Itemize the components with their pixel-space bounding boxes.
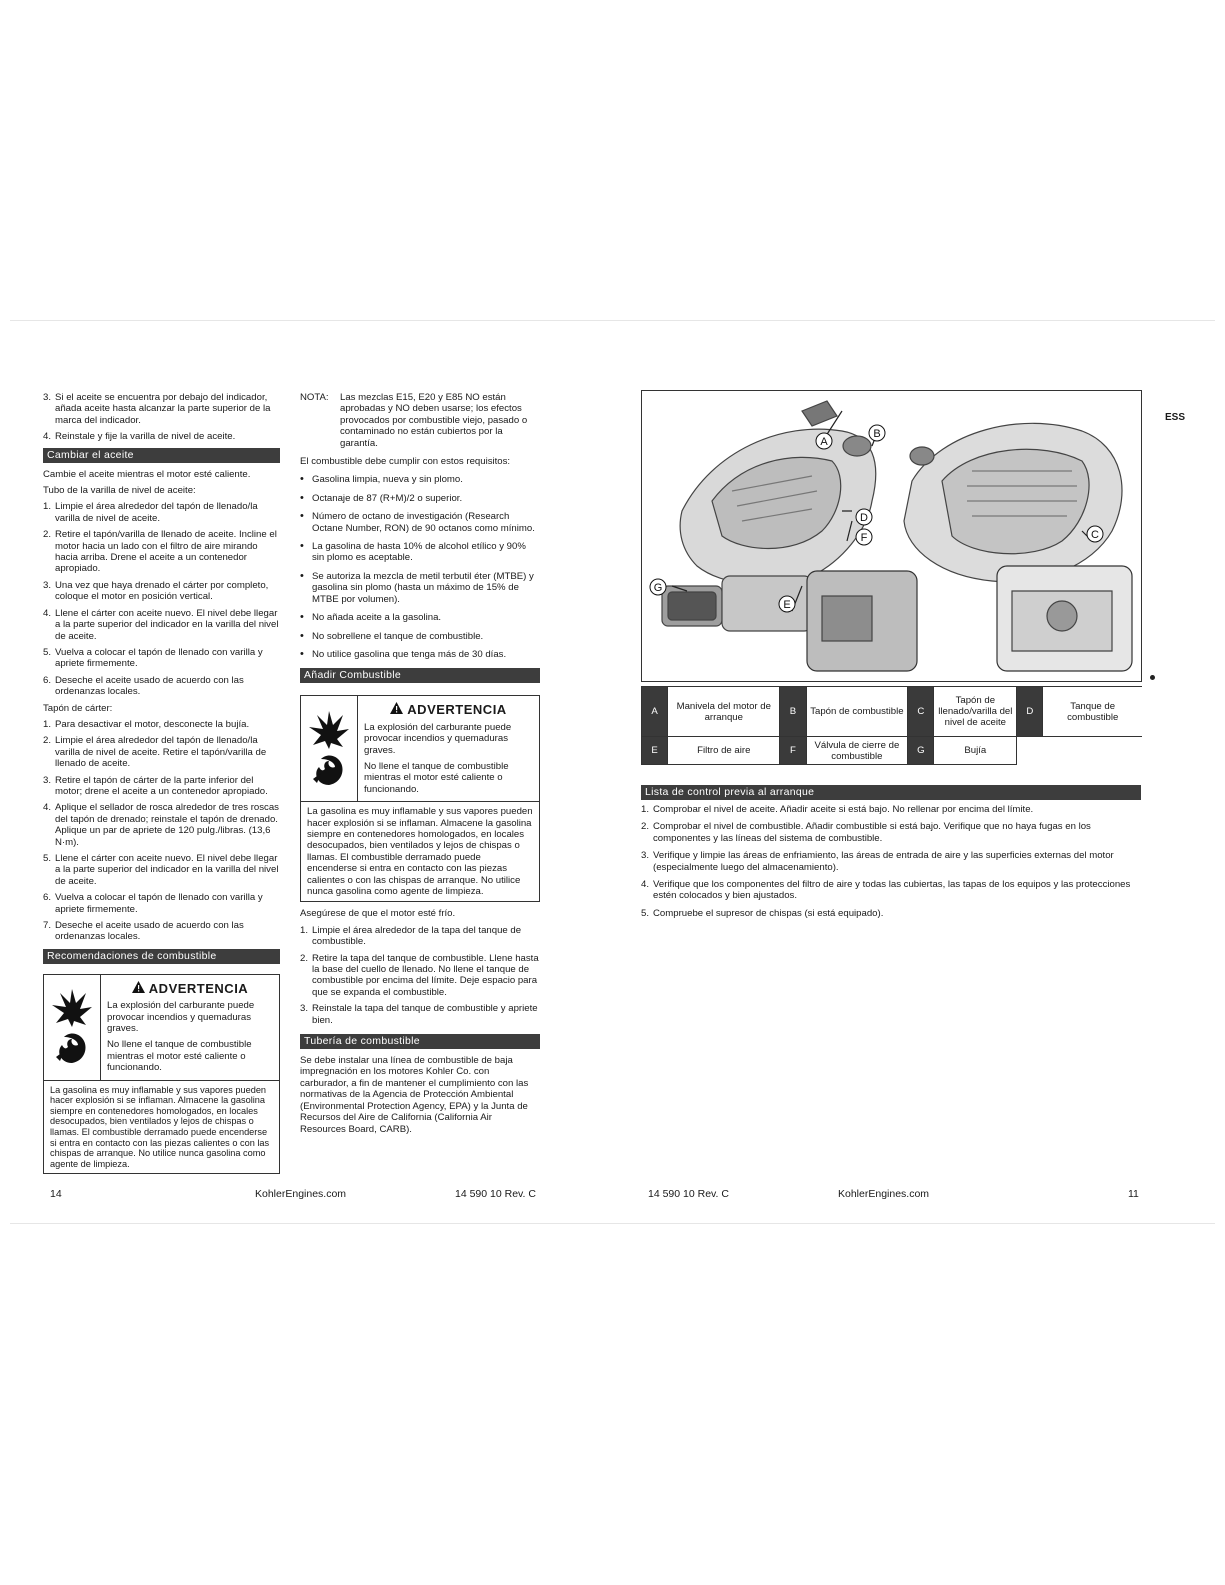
list-item: 3. Si el aceite se encuentra por debajo del indicador, añada aceite hasta alcanzar la parte superior de la marca del indicador. (43, 392, 271, 426)
paragraph: El combustible debe cumplir con estos requisitos: (300, 456, 511, 468)
list-item: 2. Retire la tapa del tanque de combustible. Llene hasta la base del cuello de llenado. No llene el tanque de combustible por encima del límite. Deje espacio para que se expanda el combustible. (300, 952, 539, 998)
legend-key: D (1017, 687, 1043, 737)
warning-footnote: La gasolina es muy inflamable y sus vapores pueden hacer explosión si se inflaman. Almacene la gasolina siempre en contenedores homologados, en locales desocupados, bien ventilados y lejos de chispas o llamas. El combustible derramado puede encenderse si entra en contacto con las piezas calientes o con las chispas de arranque. No utilice nunca gasolina como agente de limpieza. (50, 1084, 270, 1169)
list-item: 1. Limpie el área alrededor de la tapa del tanque de combustible. (300, 924, 522, 948)
legend-label: Válvula de cierre de combustible (806, 737, 908, 765)
legend-label: Filtro de aire (668, 737, 780, 765)
list-item: 3. Verifique y limpie las áreas de enfriamiento, las áreas de entrada de aire y las superficies externas del motor (especialmente luego del almacenamiento). (641, 850, 1114, 873)
footer-doc-number: 14 590 10 Rev. C (648, 1188, 729, 1200)
warning-title: ADVERTENCIA (148, 980, 249, 996)
paragraph: Tubo de la varilla de nivel de aceite: (43, 485, 196, 497)
paragraph: Cambie el aceite mientras el motor esté caliente. (43, 468, 251, 480)
list-item: 1. Para desactivar el motor, desconecte la bujía. (43, 718, 250, 730)
warning-footnote: La gasolina es muy inflamable y sus vapores pueden hacer explosión si se inflaman. Almacene la gasolina siempre en contenedores homologados, en locales desocupados, bien ventilados y lejos de chispas o llamas. El combustible derramado puede encenderse si entra en contacto con las piezas calientes o con las chispas de arranque. No utilice nunca gasolina como agente de limpieza. (307, 806, 533, 897)
list-item: 5. Compruebe el supresor de chispas (si está equipado). (641, 907, 884, 919)
warning-box (300, 695, 540, 902)
list-item: • No utilice gasolina que tenga más de 30 días. (300, 647, 507, 660)
page-number: 14 (50, 1188, 62, 1200)
list-item: 5. Llene el cárter con aceite nuevo. El nivel debe llegar a la parte superior del indicador en la varilla del nivel de aceite. (43, 853, 279, 887)
list-item: • No añada aceite a la gasolina. (300, 611, 442, 624)
list-item: 2. Limpie el área alrededor del tapón de llenado/la varilla de nivel de aceite. Retire el tapón/varilla de llenado de aceite. (43, 735, 267, 770)
list-item: 3. Reinstale la tapa del tanque de combustible y apriete bien. (300, 1003, 538, 1026)
footer-site: KohlerEngines.com (255, 1188, 347, 1200)
section-heading-fuel-recommendations: Recomendaciones de combustible (43, 949, 280, 964)
warning-title: ADVERTENCIA (407, 702, 507, 718)
list-item: 6. Vuelva a colocar el tapón de llenado con varilla y apriete firmemente. (43, 892, 263, 915)
list-item: 1. Comprobar el nivel de aceite. Añadir aceite si está bajo. No rellenar por encima del límite. (641, 804, 1034, 815)
legend-label: Manivela del motor de arranque (668, 687, 780, 737)
legend-key: F (780, 737, 806, 765)
list-item: 7. Deseche el aceite usado de acuerdo con las ordenanzas locales. (43, 920, 244, 943)
legend-key: G (908, 737, 934, 765)
legend-key: E (642, 737, 668, 765)
legend-label: Tapón de combustible (806, 687, 908, 737)
note (300, 392, 540, 449)
list-item: 4. Aplique el sellador de rosca alrededor de tres roscas del tapón de drenado; reinstale el tapón de drenado. Aplique un par de apriete de 120 pulg./libras. (13,6 N·m). (43, 802, 279, 848)
page-number: 11 (1128, 1188, 1139, 1200)
list-item: • No sobrellene el tanque de combustible. (300, 629, 484, 642)
footer-site: KohlerEngines.com (838, 1188, 930, 1200)
legend-label: Bujía (934, 737, 1017, 765)
warning-triangle-icon (132, 981, 145, 994)
callout-a-label: A (820, 436, 828, 448)
scan-speck (1150, 675, 1155, 680)
callout-d-label: D (860, 512, 868, 524)
warning-text: No llene el tanque de combustible mientras el motor esté caliente o funcionando. (364, 760, 509, 795)
left-column-1 (43, 392, 280, 1180)
side-tag: ESS (1165, 412, 1186, 423)
list-item: 2. Comprobar el nivel de combustible. Añadir combustible si está bajo. Verifique que no haya fugas en los componentes y las líneas del sistema de combustible. (641, 821, 1091, 844)
fire-explosion-icon (44, 975, 101, 1080)
legend-label: Tapón de llenado/varilla del nivel de aceite (934, 687, 1017, 737)
engine-illustration (642, 391, 1141, 681)
section-heading-change-oil: Cambiar el aceite (43, 448, 280, 463)
parts-legend (641, 686, 1142, 765)
warning-triangle-icon (390, 702, 403, 715)
list-item: • Octanaje de 87 (R+M)/2 o superior. (300, 491, 463, 504)
list-item: • Se autoriza la mezcla de metil terbutil éter (MTBE) y gasolina sin plomo (hasta un máximo de 15% de MTBE por volumen). (300, 569, 534, 605)
list-item: • Número de octano de investigación (Research Octane Number, RON) de 90 octanos como mínimo. (300, 510, 535, 534)
list-item: • Gasolina limpia, nueva y sin plomo. (300, 473, 463, 486)
list-item: 4. Reinstale y fije la varilla de nivel de aceite. (43, 431, 236, 443)
legend-key: C (908, 687, 934, 737)
callout-f-label: F (860, 532, 868, 544)
scan-top-edge (10, 320, 1215, 321)
list-item: 4. Verifique que los componentes del filtro de aire y todas las cubiertas, las tapas de los equipos y las protecciones estén colocados y bien ajustados. (641, 879, 1131, 902)
paragraph: Se debe instalar una línea de combustible de baja impregnación en los motores Kohler Co. con carburador, a fin de mantener el cumplimiento con las normativas de la Agencia de Protección Ambiental (Environmental Protection Agency, EPA) y la Junta de Recursos del Aire de California (California Air Resources Board, CARB). (300, 1055, 529, 1135)
legend-key: B (780, 687, 806, 737)
callout-e-label: E (783, 599, 791, 611)
left-column-2 (300, 392, 540, 1140)
fire-explosion-icon (301, 696, 358, 801)
list-item: 3. Retire el tapón de cárter de la parte inferior del motor; drene el aceite a un contenedor apropiado. (43, 774, 268, 797)
scan-bottom-edge (10, 1223, 1215, 1224)
callout-c-label: C (1091, 529, 1099, 541)
callout-b-label: B (873, 428, 881, 440)
section-heading-fuel-line: Tubería de combustible (300, 1034, 540, 1049)
engine-diagram (641, 390, 1142, 682)
warning-box (43, 974, 280, 1175)
paragraph: Tapón de cárter: (43, 702, 113, 714)
pre-start-checklist (641, 785, 1141, 925)
list-item: 3. Una vez que haya drenado el cárter por completo, coloque el motor en posición vertical. (43, 579, 269, 603)
list-item: 4. Llene el cárter con aceite nuevo. El nivel debe llegar a la parte superior del indicador en la varilla del nivel de aceite. (43, 607, 279, 642)
warning-text: No llene el tanque de combustible mientras el motor esté caliente o funcionando. (107, 1039, 252, 1074)
section-heading-add-fuel: Añadir Combustible (300, 668, 540, 683)
list-item: 2. Retire el tapón/varilla de llenado de aceite. Incline el motor hacia un lado con el filtro de aire mirando hacia arriba. Drene el aceite a un contenedor apropiado. (43, 529, 277, 575)
legend-label: Tanque de combustible (1043, 687, 1142, 737)
list-item: 1. Limpie el área alrededor del tapón de llenado/la varilla de nivel de aceite. (43, 501, 258, 524)
list-item: 6. Deseche el aceite usado de acuerdo con las ordenanzas locales. (43, 674, 244, 698)
warning-text: La explosión del carburante puede provocar incendios y quemaduras graves. (364, 721, 512, 756)
note-label: NOTA: (300, 392, 329, 403)
warning-text: La explosión del carburante puede provocar incendios y quemaduras graves. (107, 1000, 255, 1035)
list-item: • La gasolina de hasta 10% de alcohol etílico y 90% sin plomo es aceptable. (300, 540, 526, 564)
footer-doc-number: 14 590 10 Rev. C (455, 1188, 536, 1200)
list-item: 5. Vuelva a colocar el tapón de llenado con varilla y apriete firmemente. (43, 646, 263, 670)
paragraph: Asegúrese de que el motor esté frío. (300, 908, 456, 920)
note-text: Las mezclas E15, E20 y E85 NO están aprobadas y NO deben usarse; los efectos provocados por combustible viejo, pasado o contaminado no están cubiertos por la garantía. (340, 392, 528, 449)
callout-g-label: G (653, 582, 663, 594)
legend-key: A (642, 687, 668, 737)
section-heading-checklist: Lista de control previa al arranque (641, 785, 1141, 800)
